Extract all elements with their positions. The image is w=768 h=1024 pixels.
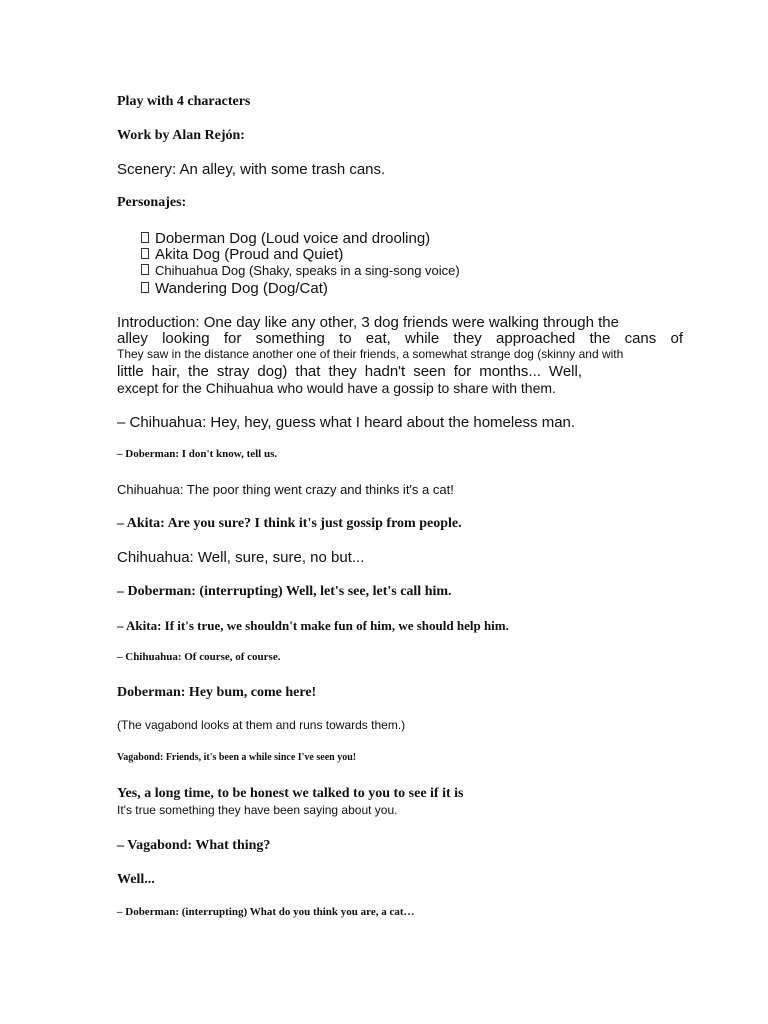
intro-line: except for the Chihuahua who would have a gossip to share with them. bbox=[117, 380, 556, 396]
checkbox-glyph-icon bbox=[141, 264, 149, 275]
dialogue-line: – Chihuahua: Of course, of course. bbox=[117, 651, 281, 663]
dialogue-line: Chihuahua: Well, sure, sure, no but... bbox=[117, 549, 365, 566]
dialogue-line: – Doberman: (interrupting) Well, let's see, let's call him. bbox=[117, 584, 452, 599]
checkbox-glyph-icon bbox=[141, 248, 149, 259]
intro-line: alley looking for something to eat, while they approached the cans of bbox=[117, 330, 683, 347]
dialogue-line: – Doberman: I don't know, tell us. bbox=[117, 448, 278, 460]
character-item bbox=[141, 247, 343, 262]
dialogue-line: Yes, a long time, to be honest we talked to you to see if it is bbox=[117, 786, 464, 801]
personajes-label: Personajes: bbox=[117, 195, 187, 210]
character-label: Chihuahua Dog (Shaky, speaks in a sing-song voice) bbox=[155, 263, 460, 278]
dialogue-line: Doberman: Hey bum, come here! bbox=[117, 685, 317, 700]
intro-line: little hair, the stray dog) that they hadn't seen for months... Well, bbox=[117, 363, 582, 380]
character-label: Wandering Dog (Dog/Cat) bbox=[155, 280, 328, 297]
dialogue-line: Chihuahua: The poor thing went crazy and thinks it's a cat! bbox=[117, 482, 454, 497]
author-line: Work by Alan Rejón: bbox=[117, 128, 245, 143]
dialogue-line: Well... bbox=[117, 872, 155, 887]
dialogue-line: (The vagabond looks at them and runs towards them.) bbox=[117, 718, 406, 732]
character-item bbox=[141, 264, 460, 277]
dialogue-line: It's true something they have been saying about you. bbox=[117, 803, 398, 817]
dialogue-line: – Akita: Are you sure? I think it's just gossip from people. bbox=[117, 516, 462, 531]
dialogue-line: – Akita: If it's true, we shouldn't make fun of him, we should help him. bbox=[117, 618, 509, 633]
dialogue-line: – Chihuahua: Hey, hey, guess what I heard about the homeless man. bbox=[117, 414, 576, 431]
dialogue-line: Vagabond: Friends, it's been a while since I've seen you! bbox=[117, 752, 357, 763]
character-item bbox=[141, 231, 430, 246]
character-label: Doberman Dog (Loud voice and drooling) bbox=[155, 230, 431, 247]
intro-line: They saw in the distance another one of their friends, a somewhat strange dog (skinny and with bbox=[117, 347, 624, 361]
dialogue-line: – Doberman: (interrupting) What do you think you are, a cat… bbox=[117, 906, 415, 918]
dialogue-line: – Vagabond: What thing? bbox=[117, 838, 271, 853]
intro-line: Introduction: One day like any other, 3 dog friends were walking through the bbox=[117, 314, 619, 331]
play-title: Play with 4 characters bbox=[117, 94, 251, 109]
character-label: Akita Dog (Proud and Quiet) bbox=[155, 246, 344, 263]
character-item bbox=[141, 281, 328, 296]
scenery-line: Scenery: An alley, with some trash cans. bbox=[117, 161, 386, 178]
checkbox-glyph-icon bbox=[141, 232, 149, 243]
checkbox-glyph-icon bbox=[141, 282, 149, 293]
